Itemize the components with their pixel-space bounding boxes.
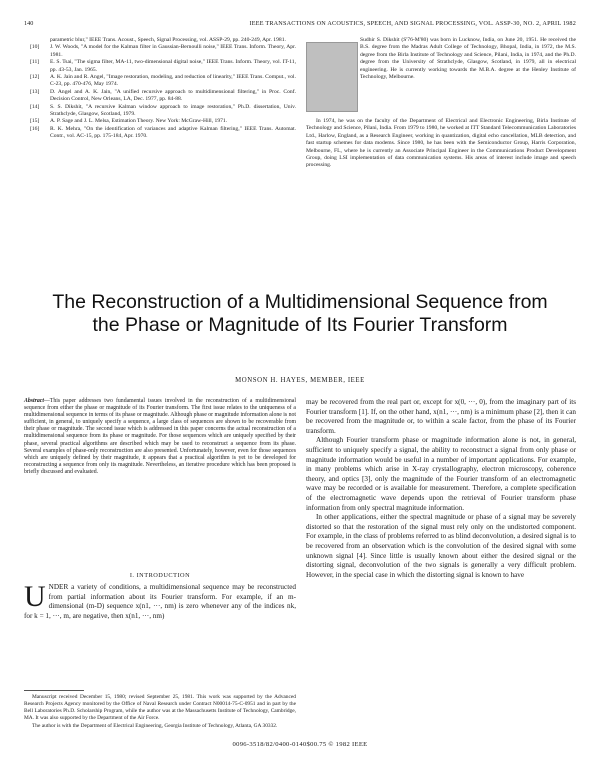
reference-item: [16] R. K. Mehra, "On the identification of variances and adaptive Kalman filtering," IEEE Trans. Automat. Contr., vol. AC-15, pp. 175-184, Apr. 1970. <box>30 125 296 140</box>
body-paragraph: Although Fourier transform phase or magnitude information alone is not, in general, sufficient to uniquely specify a signal, the ability to reconstruct a signal from only phase or magnitude information would be useful in a number of important applications. For example, in many problems which arise in X-ray crystallography, electron microscopy, coherence theory, and optics [3], only the magnitude of the Fourier transform of an electromagnetic wave may be recorded or is available for measurement. Therefore, a complete specification of the electromagnetic wave depends upon the retrieval of Fourier transform phase information from only spectral magnitude information. <box>306 436 576 512</box>
footnote: Manuscript received December 15, 1980; revised September 25, 1981. This work was supported by the Advanced Research Projects Agency monitored by the Office of Naval Research under Contract N00014-75-C-0951 and in part by the Bell Laboratories Ph.D. Scholarship Program, while the author was at the Massachusetts Institute of Technology, Cambridge, MA. It was also supported by the Department of the Air Force. <box>24 694 296 721</box>
body-paragraph: In other applications, either the spectral magnitude or phase of a signal may be severely distorted so that the restoration of the signal must rely only on the undistorted component. For example, in the class of problems referred to as blind deconvolution, a desired signal is to be recovered from an observation which is the convolution of the desired signal with some unknown signal [4]. Since little is usually known about either the desired signal or the distorting signal, deconvolution of the two signals is generally a very difficult problem. However, in the special case in which the distorting signal is known to have <box>306 513 576 579</box>
author-photo <box>306 42 358 112</box>
reference-list <box>24 37 296 141</box>
page-number: 140 <box>24 20 34 27</box>
running-header <box>24 20 576 30</box>
biography-lead: Sudhir S. Dikshit (S'76-M'80) was born in Lucknow, India, on June 20, 1951. He received the B.S. degree from the Madras Adult College of Technology, Bhopal, India, in 1972, the M.S. degree from the Birla Institute of Technology and Science, Pilani, India, in 1974, and the Ph.D. degree from the University of Strathclyde, Glasgow, Scotland, in 1979, all in electrical engineering. He is currently working towards the M.B.A. degree at the Henley Institute of Technology, Melbourne. <box>360 37 576 81</box>
article-author: MONSON H. HAYES, MEMBER, IEEE <box>235 377 365 384</box>
reference-item: [15] A. P. Sage and J. L. Melsa, Estimation Theory. New York: McGraw-Hill, 1971. <box>30 118 228 125</box>
abstract: Abstract—This paper addresses two fundamental issues involved in the reconstruction of a multidimensional sequence from either the phase or magnitude of its Fourier transform. The first issue relates to the uniqueness of a multidimensional sequence in terms of its phase or magnitude. Although phase or magnitude information alone is not sufficient, in general, to uniquely specify a sequence, a large class of sequences are shown to be recoverable from their phase or magnitude. The second issue which is addressed in this paper concerns the actual reconstruction of a multidimensional sequence from its phase or magnitude. For those sequences which are uniquely specified by their phase, several practical algorithms are described which may be used to reconstruct a sequence from its phase. Several examples of phase-only reconstruction are also presented. Unfortunately, however, even for those sequences which are uniquely defined by their magnitude, it appears that a practical algorithm is yet to be developed for reconstructing a sequence from only its magnitude. Nevertheless, an iterative procedure which has been proposed is briefly discussed and evaluated. <box>24 398 296 475</box>
drop-cap: U <box>24 580 46 613</box>
article-title: The Reconstruction of a Multidimensional Sequence from the Phase or Magnitude of Its Fourier Transform <box>52 291 548 336</box>
footnote-rule <box>24 690 84 691</box>
section-heading: I. INTRODUCTION <box>129 572 191 579</box>
right-column-text <box>306 398 576 580</box>
reference-item: [10] J. W. Woods, "A model for the Kalman filter in Gaussian-Bernoulli noise," IEEE Trans. Inform. Theory, Apr. 1981. <box>30 44 296 58</box>
reference-item: [14] S. S. Dikshit, "A recursive Kalman window approach to image restoration," Ph.D. dissertation, Univ. Strathclyde, Glasgow, Scotland, 1979. <box>30 103 296 118</box>
copyright-line: 0096-3518/82/0400-0140$00.75 © 1982 IEEE <box>232 741 368 748</box>
reference-item: parametric blur," IEEE Trans. Acoust., Speech, Signal Processing, vol. ASSP-29, pp. 240-249, Apr. 1981. <box>50 37 286 43</box>
reference-item: [11] E. S. Tsai, "The sigma filter, MA-11, two-dimensional digital noise," IEEE Trans. Inform. Theory, vol. IT-11, pp. 43-53, Jan. 1965. <box>30 59 296 73</box>
body-paragraph: may be recovered from the real part or, except for x(0, ···, 0), from the imaginary part of its Fourier transform [1]. If, on the other hand, x(n1, ···, nm) is a minimum phase [2], then it can be recovered from the magnitude or, to within a scale factor, from the phase of its Fourier transform. <box>306 398 576 435</box>
reference-item: [13] D. Angel and A. K. Jain, "A unified recursive approach to multidimensional filtering," in Proc. Conf. Decision Control, New Orleans, LA, Dec. 1977, pp. 84-88. <box>30 88 296 103</box>
introduction-text: NDER a variety of conditions, a multidimensional sequence may be reconstructed from partial information about its Fourier transform. For example, if an m-dimensional (m-D) sequence x(n1, ···, nm) is zero whenever any of the indices nk, for k = 1, ···, m, are negative, then x(n1, ···, nm) <box>24 583 296 620</box>
introduction-paragraph <box>24 580 296 621</box>
reference-item: [12] A. K. Jain and R. Angel, "Image restoration, modeling, and reduction of linearity," IEEE Trans. Comput., vol. C-23, pp. 470-476, May 1974. <box>30 74 296 88</box>
biography-body: In 1974, he was on the faculty of the Department of Electrical and Electronic Engineering, Birla Institute of Technology and Science, Pilani, India. From 1979 to 1980, he worked at ITT Standard Telecommunication Laboratories Ltd., Harlow, England, as a Research Engineer, working in quantization, digital echo cancellation, MLB detection, and fast startup schemes for data modems. Since 1980, he has been with the Semiconductor Group, Harris Corporation, Melbourne, FL, where he is currently an Associate Principal Engineer in the Communications Product Development Group, doing LSI implementation of data communication systems. His areas of interest include image and speech processing. <box>306 118 576 169</box>
running-title: IEEE TRANSACTIONS ON ACOUSTICS, SPEECH, AND SIGNAL PROCESSING, VOL. ASSP-30, NO. 2, APRIL 1982 <box>249 20 576 27</box>
abstract-label: Abstract <box>24 398 44 404</box>
abstract-text: This paper addresses two fundamental issues involved in the reconstruction of a multidimensional sequence from either the phase or magnitude of its Fourier transform. The first issue relates to the uniqueness of a multidimensional sequence in terms of its phase or magnitude. Although phase or magnitude information alone is not sufficient, in general, to uniquely specify a sequence, a large class of sequences are shown to be recoverable from their phase or magnitude. The second issue which is addressed in this paper concerns the actual reconstruction of a multidimensional sequence from its phase or magnitude. For those sequences which are uniquely specified by their phase, several practical algorithms are described which may be used to reconstruct a sequence from its phase. Several examples of phase-only reconstruction are also presented. Unfortunately, however, even for those sequences which are uniquely defined by their magnitude, it appears that a practical algorithm is yet to be developed for reconstructing a sequence from only its magnitude. Nevertheless, an iterative procedure which has been proposed is briefly discussed and evaluated. <box>24 398 296 475</box>
footnote: The author is with the Department of Electrical Engineering, Georgia Institute of Technology, Atlanta, GA 30332. <box>32 723 278 729</box>
footnotes <box>24 694 296 731</box>
